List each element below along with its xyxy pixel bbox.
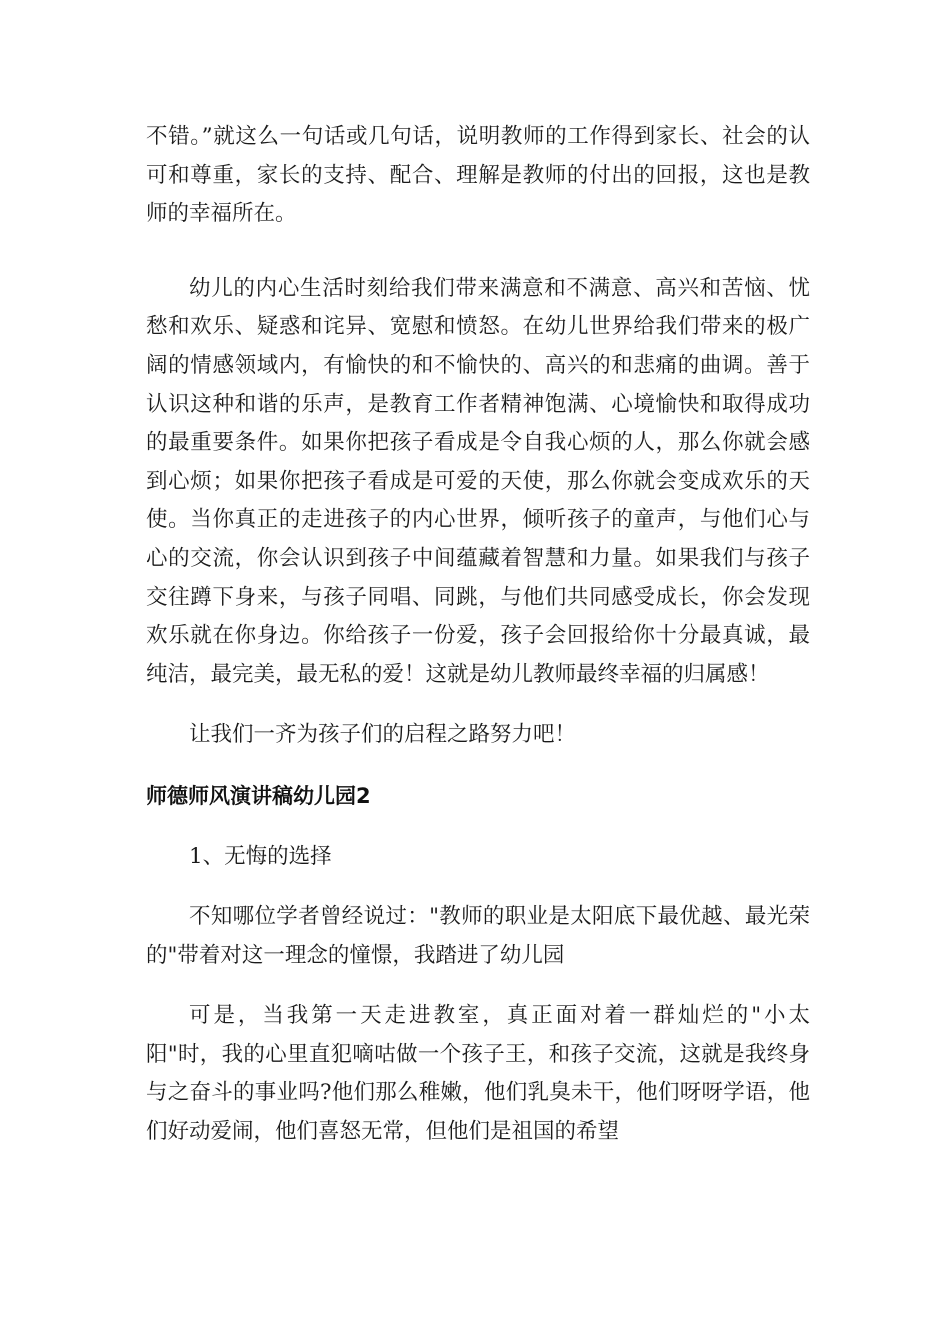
document-page (146, 118, 810, 1152)
paragraph-3: 让我们一齐为孩子们的启程之路努力吧！ (189, 722, 577, 748)
paragraph-5: 可是，当我第一天走进教室，真正面对着一群灿烂的"小太阳"时，我的心里直犯嘀咕做一个孩子王，和孩子交流，这就是我终身与之奋斗的事业吗?他们那么稚嫩，他们乳臭未干，他们呀呀学语，他们好动爱闹，他们喜怒无常，但他们是祖国的希望 (146, 1003, 810, 1145)
section-heading: 师德师风演讲稿幼儿园2 (146, 783, 371, 808)
paragraph-2: 幼儿的内心生活时刻给我们带来满意和不满意、高兴和苦恼、忧愁和欢乐、疑惑和诧异、宽慰和愤怒。在幼儿世界给我们带来的极广阔的情感领域内，有愉快的和不愉快的、高兴的和悲痛的曲调。善于认识这种和谐的乐声，是教育工作者精神饱满、心境愉快和取得成功的最重要条件。如果你把孩子看成是令自我心烦的人，那么你就会感到心烦；如果你把孩子看成是可爱的天使，那么你就会变成欢乐的天使。当你真正的走进孩子的内心世界，倾听孩子的童声，与他们心与心的交流，你会认识到孩子中间蕴藏着智慧和力量。如果我们与孩子交往蹲下身来，与孩子同唱、同跳，与他们共同感受成长，你会发现欢乐就在你身边。你给孩子一份爱，孩子会回报给你十分最真诚，最纯洁，最完美，最无私的爱！这就是幼儿教师最终幸福的归属感！ (146, 275, 810, 687)
paragraph-4: 不知哪位学者曾经说过："教师的职业是太阳底下最优越、最光荣的"带着对这一理念的憧憬，我踏进了幼儿园 (146, 904, 810, 968)
paragraph-1: 不错。”就这么一句话或几句话，说明教师的工作得到家长、社会的认可和尊重，家长的支持、配合、理解是教师的付出的回报，这也是教师的幸福所在。 (146, 124, 810, 227)
paragraph-list-item: 1、无悔的选择 (189, 843, 332, 869)
